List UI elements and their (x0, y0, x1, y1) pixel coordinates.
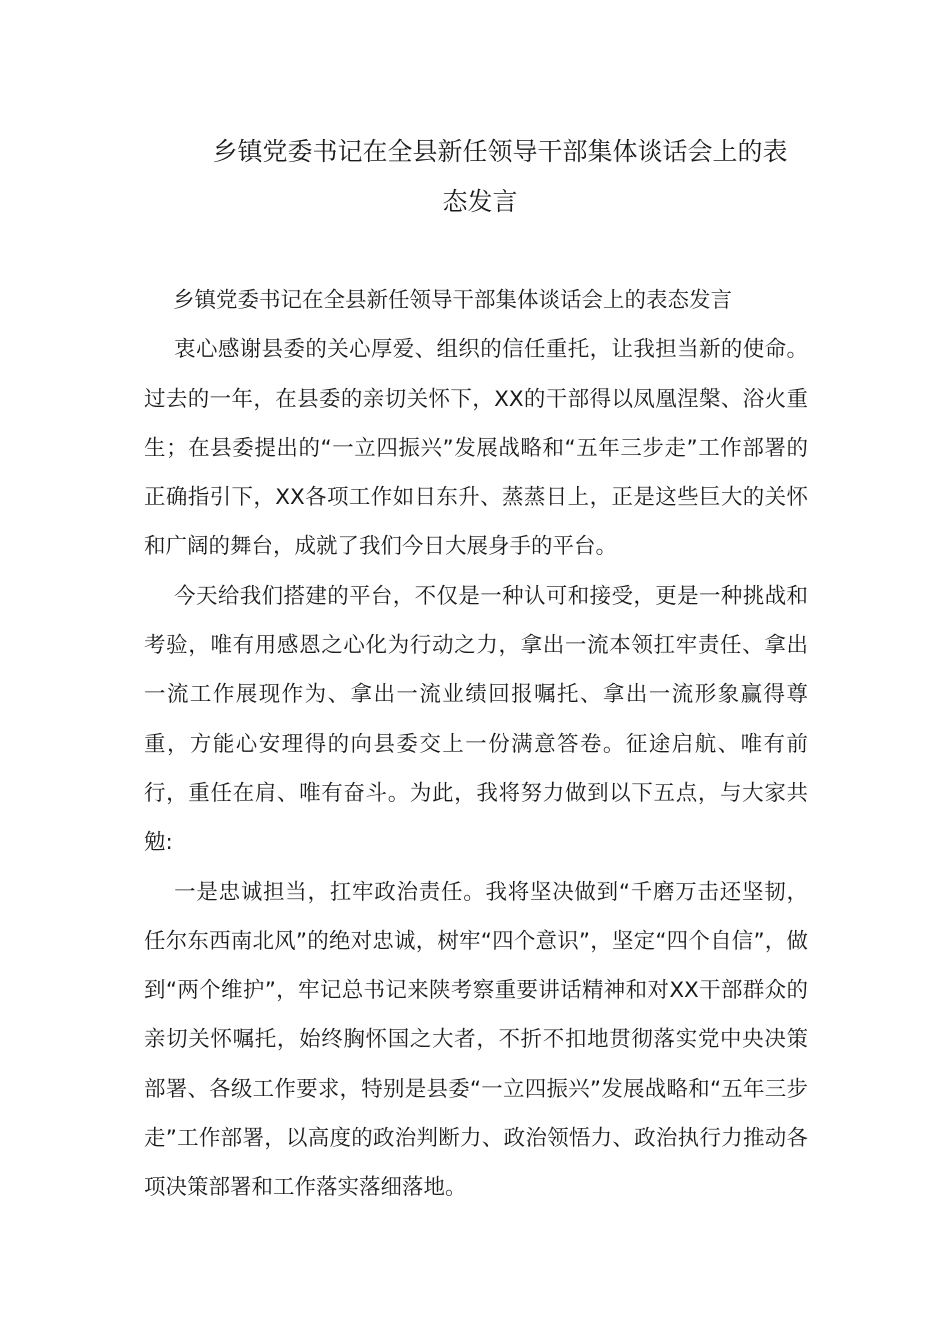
document-body (144, 276, 808, 1213)
document-title (150, 127, 810, 227)
paragraph-3: 一是忠诚担当，扛牢政治责任。我将坚决做到“千磨万击还坚韧，任尔东西南北风”的绝对忠诚，树牢“四个意识”，坚定“四个自信”，做到“两个维护”，牢记总书记来陕考察重要讲话精神和对XX干部群众的亲切关怀嘱托，始终胸怀国之大者，不折不扣地贯彻落实党中央决策部署、各级工作要求，特别是县委“一立四振兴”发展战略和“五年三步走”工作部署，以高度的政治判断力、政治领悟力、政治执行力推动各项决策部署和工作落实落细落地。 (144, 879, 808, 1201)
document-title-line-2: 态发言 (442, 187, 518, 216)
document-title-line-1: 乡镇党委书记在全县新任领导干部集体谈话会上的表 (212, 137, 788, 166)
paragraph-1: 衷心感谢县委的关心厚爱、组织的信任重托，让我担当新的使命。过去的一年，在县委的亲切关怀下，XX的干部得以凤凰涅槃、浴火重生；在县委提出的“一立四振兴”发展战略和“五年三步走”工作部署的正确指引下，XX各项工作如日东升、蒸蒸日上，正是这些巨大的关怀和广阔的舞台，成就了我们今日大展身手的平台。 (144, 337, 808, 560)
document-subtitle: 乡镇党委书记在全县新任领导干部集体谈话会上的表态发言 (173, 288, 733, 313)
paragraph-2: 今天给我们搭建的平台，不仅是一种认可和接受，更是一种挑战和考验，唯有用感恩之心化为行动之力，拿出一流本领扛牢责任、拿出一流工作展现作为、拿出一流业绩回报嘱托、拿出一流形象赢得尊重，方能心安理得的向县委交上一份满意答卷。征途启航、唯有前行，重任在肩、唯有奋斗。为此，我将努力做到以下五点，与大家共勉: (144, 583, 808, 856)
